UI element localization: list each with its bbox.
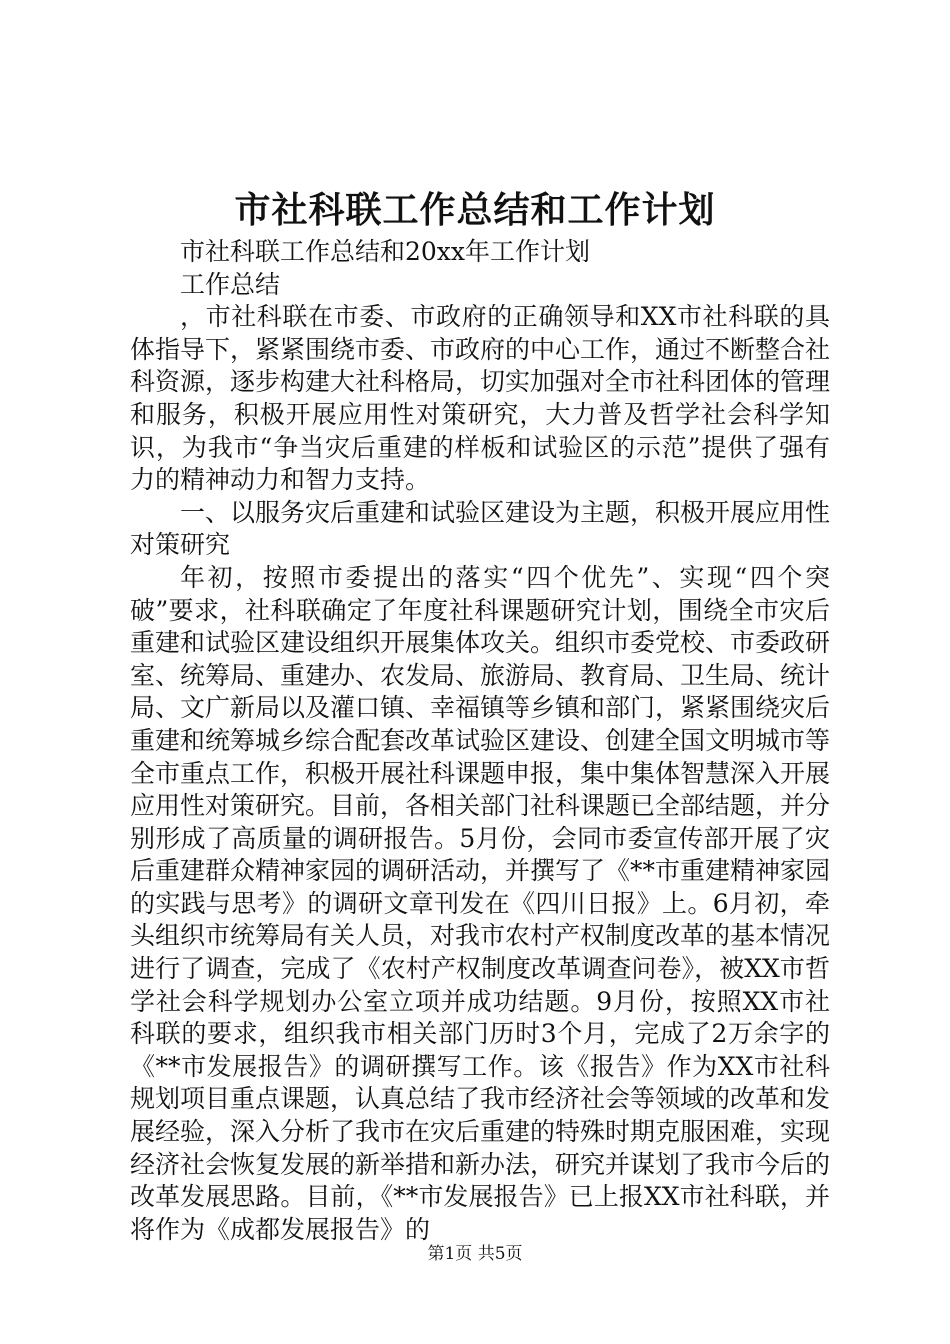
page-number-footer: 第1页 共5页 <box>427 1244 523 1264</box>
section-heading-summary: 工作总结 <box>180 269 281 299</box>
subtitle-paragraph: 市社科联工作总结和20xx年工作计划 <box>180 237 591 266</box>
intro-paragraph: ，市社科联在市委、市政府的正确领导和XX市社科联的具体指导下，紧紧围绕市委、市政府的中心工作，通过不断整合社科资源，逐步构建大社科格局，切实加强对全市社科团体的管理和服务，积极开展应用性对策研究，大力普及哲学社会科学知识，为我市“争当灾后重建的样板和试验区的示范”提供了强有力的精神动力和智力支持。 <box>130 302 831 495</box>
section-heading-one: 一、以服务灾后重建和试验区建设为主题，积极开展应用性对策研究 <box>130 497 831 560</box>
body-paragraph: 年初，按照市委提出的落实“四个优先”、实现“四个突破”要求，社科联确定了年度社科课题研究计划，围绕全市灾后重建和试验区建设组织开展集体攻关。组织市委党校、市委政研室、统筹局、重建办、农发局、旅游局、教育局、卫生局、统计局、文广新局以及灌口镇、幸福镇等乡镇和部门，紧紧围绕灾后重建和统筹城乡综合配套改革试验区建设、创建全国文明城市等全市重点工作，积极开展社科课题申报，集中集体智慧深入开展应用性对策研究。目前，各相关部门社科课题已全部结题，并分别形成了高质量的调研报告。5月份，会同市委宣传部开展了灾后重建群众精神家园的调研活动，并撰写了《**市重建精神家园的实践与思考》的调研文章刊发在《四川日报》上。6月初，牵头组织市统筹局有关人员，对我市农村产权制度改革的基本情况进行了调查，完成了《农村产权制度改革调查问卷》，被XX市哲学社会科学规划办公室立项并成功结题。9月份，按照XX市社科联的要求，组织我市相关部门历时3个月，完成了2万余字的《**市发展报告》的调研撰写工作。该《报告》作为XX市社科规划项目重点课题，认真总结了我市经济社会等领域的改革和发展经验，深入分析了我市在灾后重建的特殊时期克服困难，实现经济社会恢复发展的新举措和新办法，研究并谋划了我市今后的改革发展思路。目前，《**市发展报告》已上报XX市社科联，并将作为《成都发展报告》的 <box>130 562 831 1244</box>
document-body <box>130 236 830 1246</box>
document-title: 市社科联工作总结和工作计划 <box>234 189 716 231</box>
